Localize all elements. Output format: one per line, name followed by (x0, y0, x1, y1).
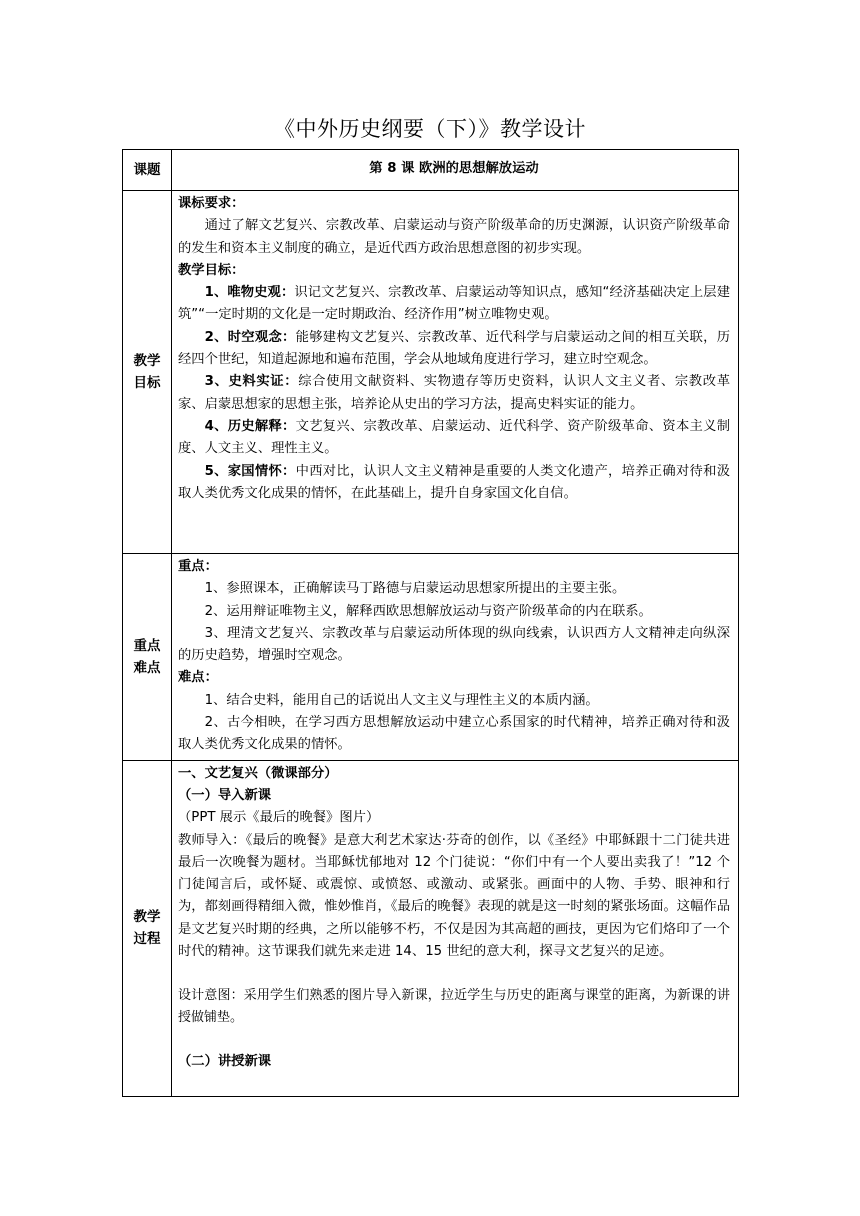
objective-item (178, 461, 730, 506)
objective-item (178, 416, 730, 461)
key-item: 1、参照课本，正确解读马丁路德与启蒙运动思想家所提出的主要主张。 (204, 581, 626, 597)
objective-text: 文艺复兴、宗教改革、启蒙运动、近代科学、资产阶级革命、资本主义制度、人文主义、理性主义。 (178, 418, 730, 457)
objective-name: 1、唯物史观： (204, 285, 295, 301)
objective-name: 5、家国情怀： (204, 463, 296, 479)
key-item: 2、运用辩证唯物主义，解释西欧思想解放运动与资产阶级革命的内在联系。 (204, 603, 652, 619)
difficulty-heading: 难点： (178, 670, 218, 686)
process-label-line2: 过程 (133, 931, 161, 948)
objective-text: 能够建构文艺复兴、宗教改革、近代科学与启蒙运动之间的相互关联，历经四个世纪，知道起源地和遍布范围，学会从地域角度进行学习，建立时空观念。 (178, 329, 730, 368)
goals-label-line1: 教学 (133, 353, 161, 369)
objectives-heading: 教学目标： (178, 262, 245, 278)
objective-name: 3、史料实证： (204, 374, 299, 390)
objective-name: 4、历史解释： (204, 418, 296, 434)
teacher-intro: 教师导入：《最后的晚餐》是意大利艺术家达·芬奇的创作，以《圣经》中耶稣跟十二门徒共进最后一次晚餐为题材。当耶稣忧郁地对 12 个门徒说：“你们中有一个人要出卖我了！”12 个门徒闻言后，或怀疑、或震惊、或愤怒、或激动、或紧张。画面中的人物、手势、眼神和行为，都刻画得精细入微，惟妙惟肖，《最后的晚餐》表现的就是这一时刻的紧张场面。这幅作品是文艺复兴时期的经典，之所以能够不朽，不仅是因为其高超的画技，更因为它们烙印了一个时代的精神。这节课我们就先来走进 14、15 世纪的意大利，探寻文艺复兴的足迹。 (178, 832, 730, 960)
key-points-content (172, 554, 739, 761)
process-label-line1: 教学 (133, 909, 161, 926)
process-content (172, 760, 739, 1096)
goals-label (123, 191, 172, 554)
objective-item (178, 282, 730, 327)
objective-text: 综合使用文献资料、实物遗存等历史资料，认识人文主义者、宗教改革家、启蒙思想家的思想主张，培养论从史出的学习方法，提高史料实证的能力。 (178, 374, 730, 412)
key-label-line1: 重点 (133, 637, 161, 654)
spacer (178, 1029, 730, 1051)
document-title: 《中外历史纲要（下）》教学设计 (274, 117, 586, 141)
topic-value: 第 8 课 欧洲的思想解放运动 (172, 150, 739, 191)
key-item: 3、理清文艺复兴、宗教改革与启蒙运动所体现的纵向线索，认识西方人文精神走向纵深的历史趋势，增强时空观念。 (178, 625, 730, 664)
section-heading: 一、文艺复兴（微课部分） (178, 765, 338, 781)
process-label (123, 760, 172, 1096)
key-points-label (123, 554, 172, 761)
objective-text: 识记文艺复兴、宗教改革、启蒙运动等知识点，感知“经济基础决定上层建筑”“一定时期的文化是一定时期政治、经济作用”树立唯物史观。 (178, 285, 730, 323)
topic-row (123, 150, 739, 191)
goals-label-line2: 目标 (133, 375, 161, 391)
goals-content (172, 191, 739, 554)
difficulty-item: 1、结合史料，能用自己的话说出人文主义与理性主义的本质内涵。 (204, 692, 599, 708)
objective-item (178, 327, 730, 372)
objective-text: 中西对比，认识人文主义精神是重要的人类文化遗产，培养正确对待和汲取人类优秀文化成果的情怀，在此基础上，提升自身家国文化自信。 (178, 463, 730, 501)
subsection-heading: （二）讲授新课 (178, 1054, 272, 1070)
lesson-plan-table (122, 149, 739, 1097)
design-intent: 设计意图：采用学生们熟悉的图片导入新课，拉近学生与历史的距离与课堂的距离，为新课的讲授做铺垫。 (178, 988, 730, 1026)
standard-heading: 课标要求： (178, 196, 245, 211)
key-label-line2: 难点 (133, 659, 161, 676)
standard-text: 通过了解文艺复兴、宗教改革、启蒙运动与资产阶级革命的历史渊源，认识资产阶级革命的发生和资本主义制度的确立，是近代西方政治思想意图的初步实现。 (178, 218, 730, 256)
key-heading: 重点： (178, 559, 218, 574)
objective-item (178, 371, 730, 416)
process-row (123, 760, 739, 1096)
objective-name: 2、时空观念： (204, 329, 296, 345)
subsection-heading: （一）导入新课 (178, 787, 272, 803)
difficulty-item: 2、古今相映，在学习西方思想解放运动中建立心系国家的时代精神，培养正确对待和汲取人类优秀文化成果的情怀。 (178, 715, 730, 753)
goals-row (123, 191, 739, 554)
topic-label: 课题 (123, 150, 172, 191)
key-points-row (123, 554, 739, 761)
ppt-note: （PPT 展示《最后的晚餐》图片） (178, 810, 380, 826)
